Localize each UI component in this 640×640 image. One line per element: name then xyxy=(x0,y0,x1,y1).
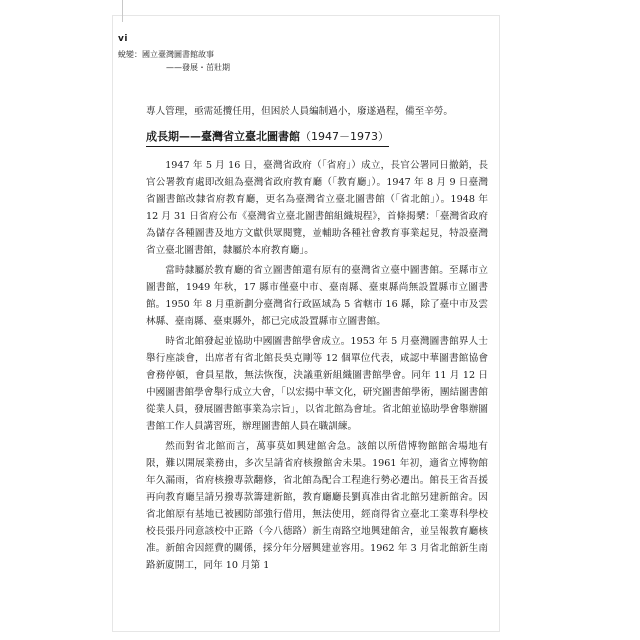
running-head xyxy=(118,48,230,74)
section-heading-title: 成長期——臺灣省立臺北圖書館 xyxy=(146,130,300,143)
body-text xyxy=(146,103,488,574)
paragraph-continuation: 專人管理，亟需延攬任用，但困於人員編制過小，廢遂過程，備至辛勞。 xyxy=(146,106,453,117)
section-heading xyxy=(146,128,389,147)
paragraph: 1947 年 5 月 16 日，臺灣省政府（「省府」）成立，長官公署同日撤銷，長官公署教育處即改組為臺灣省政府教育廳（「教育廳」）。1947 年 8 月 9 日臺灣省圖書館改隸省府教育廳，更名為臺灣省立臺北圖書館（「省北館」）。1948 年 12 月 31 日省府公布《臺灣省立臺北圖書館組織規程》，首條揭櫫：「臺灣省政府為儲存各種圖書及地方文獻供眾閱覽，並輔助各種社會教育事業起見，特設臺灣省立臺北圖書館，隸屬於本府教育廳」。 xyxy=(146,160,488,256)
header-rule xyxy=(122,0,123,22)
page-number: vi xyxy=(118,34,128,44)
running-head-title: 蛻變：國立臺灣圖書館故事 xyxy=(118,50,214,59)
paragraph: 當時隸屬於教育廳的省立圖書館還有原有的臺灣省立臺中圖書館。至縣市立圖書館，1949 年秋，17 縣市僅臺中市、臺南縣、臺東縣尚無設置縣市立圖書館。1950 年 8 月重新劃分臺灣省行政區域為 5 省轄市 16 縣，除了臺中市及雲林縣、臺南縣、臺東縣外，都已完成設置縣市立圖書館。 xyxy=(146,265,488,327)
paragraph: 然而對省北館而言，萬事莫如興建館舍急。該館以所借博物館館舍場地有限，難以開展業務由，多次呈請省府核撥館舍未果。1961 年初，適省立博物館年久漏雨，省府核撥專款翻修，省北館為配合工程進行勢必遷出。館長王省吾援再向教育廳呈請另撥專款籌建新館，教育廳廳長劉真准由省北館另建新館舍。因省北館原有基地已被國防部強行借用，無法使用，經商得省立臺北工業專科學校校長張丹同意該校中正路（今八德路）新生南路空地興建館舍，並呈報教育廳核准。新館舍因經費的關係，採分年分層興建並容用。1962 年 3 月省北館新生南路新廈開工，同年 10 月第 1 xyxy=(146,441,488,571)
paragraph: 時省北館發起並協助中國圖書館學會成立。1953 年 5 月臺灣圖書館界人士舉行座談會，出席者有省北館長吳克剛等 12 個單位代表，咸認中華圖書館協會會務停頓，會員星散，無法恢復，決議重新組織圖書館學會。同年 11 月 12 日中國圖書館學會舉行成立大會，「以宏揚中華文化，研究圖書館學術，團結圖書館從業人員，發展圖書館事業為宗旨」，以省北館為會址。省北館並協助學會舉辦圖書館工作人員講習班，辦理圖書館人員在職訓練。 xyxy=(146,336,488,432)
running-head-subtitle: ——發展・茁壯期 xyxy=(166,63,230,72)
section-heading-years: （1947－1973） xyxy=(300,130,389,143)
